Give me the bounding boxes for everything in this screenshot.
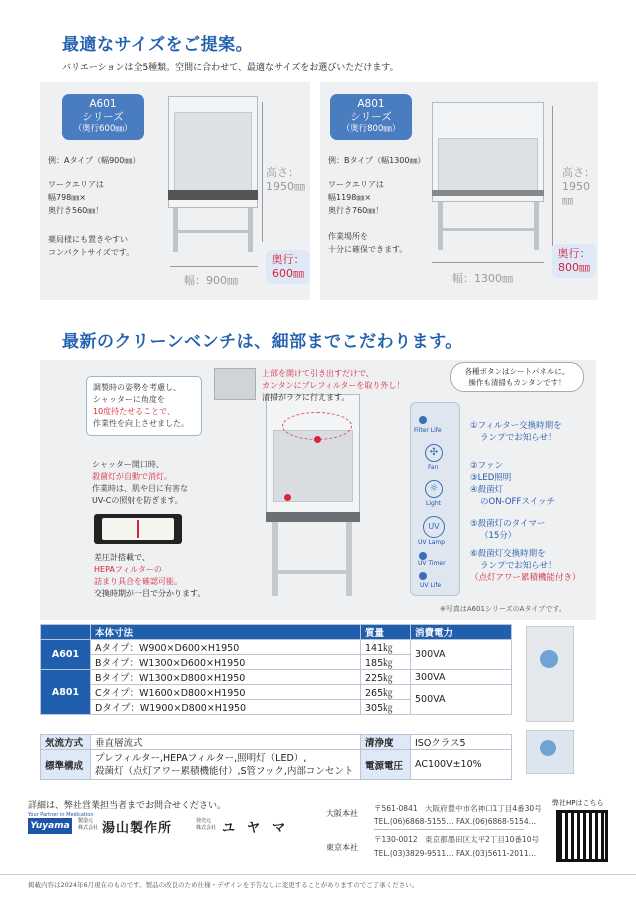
section1-intro: バリエーションは全5種類。空間に合わせて、最適なサイズをお選びいただけます。	[62, 63, 399, 73]
callout-shutter	[86, 376, 202, 436]
table-row	[41, 640, 512, 655]
filter-life-label: Filter Life	[414, 427, 442, 434]
type-cell: Dタイプ：W1900×D800×H1950	[91, 700, 361, 715]
a601-cabinet-base	[168, 190, 258, 200]
address-divider	[374, 829, 524, 830]
uv-life-lamp-icon	[419, 572, 427, 580]
callout-shutter-line1: 調製時の姿勢を考慮し、	[93, 383, 181, 392]
uv-timer-label: UV Timer	[418, 560, 446, 567]
a801-desc1: 作業場所を	[328, 232, 368, 241]
a601-series-pill	[62, 94, 144, 140]
osaka-address: 〒561-0841 大阪府豊中市名神口1丁目4番30号	[374, 804, 542, 813]
maker-label: 製造元 株式会社	[78, 818, 99, 831]
hp-label: 弊社HPはこちら	[552, 799, 604, 807]
a601-width-label: 幅：900㎜	[184, 274, 238, 287]
a801-cabinet-base	[432, 190, 544, 196]
feature-2-4	[470, 460, 555, 508]
feature-6-line3: （点灯アワー累積機能付き）	[470, 573, 581, 583]
callout-filter-top	[262, 368, 404, 404]
a601-work-depth: 奥行き560㎜！	[48, 206, 104, 215]
callout-shutter-line3: 10度持たせることで、	[93, 407, 176, 416]
a601-width-line	[170, 266, 258, 267]
section2-title: 最新のクリーンベンチは、細部までこだわります。	[62, 332, 463, 352]
table-row	[41, 670, 512, 685]
feature-4-line: ④殺菌灯	[470, 485, 504, 495]
type-cell: Cタイプ：W1600×D800×H1950	[91, 685, 361, 700]
a601-depth-value: 600㎜	[272, 267, 304, 280]
usage-photo-1-figure	[540, 650, 558, 668]
tokyo-tel: TEL.(03)3829-9511… FAX.(03)5611-2011…	[374, 849, 537, 858]
a801-panel	[320, 82, 598, 300]
power-cell: 500VA	[411, 685, 512, 715]
model-a801: A801	[41, 670, 91, 715]
a801-leg-bar	[438, 228, 538, 231]
mass-cell: 305㎏	[361, 700, 411, 715]
cleanliness-value: ISOクラス5	[411, 735, 512, 750]
type-cell: Aタイプ：W900×D600×H1950	[91, 640, 361, 655]
a601-panel	[40, 82, 310, 300]
standard-value-line2: 殺菌灯（点灯アワー累積機能付）,S管フック,内部コンセント	[95, 765, 354, 777]
cleanliness-label: 清浄度	[361, 735, 411, 750]
uv-life-label: UV Life	[420, 582, 442, 589]
a801-depth-badge	[552, 244, 596, 278]
a801-leg-left	[438, 202, 443, 250]
light-label: Light	[426, 500, 441, 507]
callout-gauge-line4: 交換時期が一目で分かります。	[94, 589, 206, 598]
uv-timer-lamp-icon	[419, 552, 427, 560]
mass-cell: 225㎏	[361, 670, 411, 685]
a601-work-area-label: ワークエリアは	[48, 180, 104, 189]
standard-value-line1: プレフィルター,HEPAフィルター,照明灯（LED）,	[95, 752, 307, 764]
feature-1-line2: ランプでお知らせ！	[480, 433, 557, 443]
airflow-label: 気流方式	[41, 735, 91, 750]
a801-height-label: 高さ：	[562, 166, 595, 179]
callout-filter-line3: 清掃がラクに行えます。	[262, 393, 350, 402]
a801-height-value: 1950㎜	[562, 180, 590, 207]
mass-cell: 141㎏	[361, 640, 411, 655]
cleanbench-window	[273, 430, 353, 502]
a601-series-word: シリーズ	[82, 111, 124, 123]
a801-series-name: A801	[357, 98, 385, 110]
a801-depth-tag: （奥行800㎜）	[341, 124, 401, 134]
voltage-value: AC100V±10%	[411, 750, 512, 780]
prefilter-photo	[214, 368, 256, 400]
a601-leg-bar	[173, 230, 253, 233]
spec-table-2	[40, 734, 512, 780]
usage-photo-1	[526, 626, 574, 722]
feature-5-line2: （15分）	[480, 531, 517, 541]
cleanbench-base	[266, 512, 360, 522]
callout-gauge-line1: 差圧計搭載で、	[94, 553, 150, 562]
feature-switch-line: のON-OFFスイッチ	[480, 497, 555, 507]
callout-uv-line4: UV-Cの照射を防ぎます。	[92, 496, 183, 505]
a601-example: 例：Aタイプ（幅900㎜）	[48, 156, 141, 165]
callout-uv-line1: シャッター開口時、	[92, 460, 164, 469]
spec-table	[40, 624, 512, 715]
feature-1-line1: ①フィルター交換時期を	[470, 421, 562, 431]
tokyo-label: 東京本社	[326, 843, 358, 852]
cleanbench-leg-left	[272, 522, 278, 596]
type-cell: Bタイプ：W1300×D600×H1950	[91, 655, 361, 670]
callout-gauge-line2: HEPAフィルターの	[94, 565, 162, 574]
pressure-gauge-needle	[137, 520, 139, 538]
table-row	[41, 685, 512, 700]
power-cell: 300VA	[411, 670, 512, 685]
model-a601: A601	[41, 640, 91, 670]
osaka-label: 大阪本社	[326, 809, 358, 818]
feature-6-line1: ⑥殺菌灯交換時期を	[470, 549, 546, 559]
footer-contact: 詳細は、弊社営業担当者までお問合せください。	[28, 801, 227, 811]
spec-header-dimension: 本体寸法	[91, 625, 361, 640]
a601-depth-label: 奥行：	[271, 253, 305, 266]
callout-panel-bubble	[450, 362, 584, 392]
mass-cell: 185㎏	[361, 655, 411, 670]
feature-6-line2: ランプでお知らせ！	[480, 561, 557, 571]
section1-title: 最適なサイズをご提案。	[62, 35, 254, 55]
callout-shutter-line2: シャッターに角度を	[93, 395, 165, 404]
a801-series-pill	[330, 94, 412, 140]
cleanbench-leg-bar	[272, 570, 352, 574]
callout-filter-line2: カンタンにプレフィルターを取り外し！	[262, 381, 405, 390]
light-button-icon[interactable]: ☼	[425, 480, 443, 498]
a801-desc2: 十分に確保できます。	[328, 245, 408, 254]
feature-5	[470, 518, 545, 542]
feature-1	[470, 420, 562, 444]
filter-marker-dot	[314, 436, 321, 443]
footer-divider	[0, 874, 636, 875]
uv-lamp-button-icon[interactable]: UV	[423, 516, 445, 538]
photo-note: ※写真はA601シリーズのAタイプです。	[440, 605, 566, 613]
tokyo-address: 〒130-0012 東京都墨田区太平2丁目10番10号	[374, 835, 539, 844]
a601-desc1: 薬局様にも置きやすい	[48, 235, 128, 244]
feature-2-line: ②ファン	[470, 461, 503, 471]
callout-shutter-line4: 作業性を向上させました。	[93, 419, 189, 428]
a801-work-area-label: ワークエリアは	[328, 180, 384, 189]
mass-cell: 265㎏	[361, 685, 411, 700]
a801-example: 例：Bタイプ（幅1300㎜）	[328, 156, 426, 165]
a801-height-line	[552, 106, 553, 246]
standard-value	[91, 750, 361, 780]
a801-depth-label: 奥行：	[557, 247, 591, 260]
callout-gauge-line3: 詰まり具合を確認可能。	[94, 577, 182, 586]
callout-gauge	[94, 552, 205, 600]
callout-filter-line1: 上部を開けて引き出すだけで、	[262, 369, 374, 378]
spec-header-power: 消費電力	[411, 625, 512, 640]
a601-work-width: 幅798㎜×	[48, 193, 86, 202]
a801-cabinet-window	[438, 138, 538, 194]
feature-3-line: ③LED照明	[470, 473, 512, 483]
a601-desc2: コンパクトサイズです。	[48, 248, 135, 257]
power-cell: 300VA	[411, 640, 512, 670]
airflow-value: 垂直層流式	[91, 735, 361, 750]
seller-label: 発売元 株式会社	[196, 818, 217, 831]
a801-width-label: 幅：1300㎜	[452, 272, 513, 285]
a601-height-value: 1950㎜	[266, 180, 305, 193]
a601-cabinet-window	[174, 112, 252, 192]
disclaimer: 掲載内容は2024年6月現在のものです。製品の改良のため仕様・デザインを予告なしに変更することがありますのでご了承ください。	[28, 881, 419, 889]
a601-depth-badge	[266, 250, 310, 284]
a601-series-name: A601	[89, 98, 117, 110]
uv-marker-dot	[284, 494, 291, 501]
cleanbench-leg-right	[346, 522, 352, 596]
callout-uv-line2: 殺菌灯が自動で消灯。	[92, 472, 172, 481]
yuyama-logo: Yuyama	[28, 818, 72, 834]
callout-panel-line2: 操作も清掃もカンタンです！	[468, 378, 566, 387]
osaka-tel: TEL.(06)6868-5155… FAX.(06)6868-5154…	[374, 817, 537, 826]
callout-uv-line3: 作業時は、肌や目に有害な	[92, 484, 188, 493]
a801-work-depth: 奥行き760㎜！	[328, 206, 384, 215]
voltage-label: 電源電圧	[361, 750, 411, 780]
footer-tagline: Your Partner in Medication	[28, 812, 94, 818]
a801-depth-value: 800㎜	[558, 261, 590, 274]
filter-life-lamp-icon	[419, 416, 427, 424]
seller-name: ユヤマ	[222, 821, 298, 836]
a801-work-width: 幅1198㎜×	[328, 193, 372, 202]
a601-depth-tag: （奥行600㎜）	[73, 124, 133, 134]
callout-panel-line1: 各種ボタンはシートパネルに。	[464, 367, 570, 376]
feature-6	[470, 548, 581, 584]
feature-5-line1: ⑤殺菌灯のタイマー	[470, 519, 546, 529]
fan-button-icon[interactable]: ✣	[425, 444, 443, 462]
callout-uv	[86, 454, 216, 512]
a801-width-line	[432, 262, 544, 263]
spec-header-mass: 質量	[361, 625, 411, 640]
spec-header-blank	[41, 625, 91, 640]
usage-photo-2-figure	[540, 740, 556, 756]
uv-lamp-label: UV Lamp	[418, 539, 446, 546]
a801-leg-right	[534, 202, 539, 250]
fan-label: Fan	[428, 464, 439, 471]
type-cell: Bタイプ：W1300×D800×H1950	[91, 670, 361, 685]
a801-series-word: シリーズ	[350, 111, 392, 123]
standard-label: 標準構成	[41, 750, 91, 780]
a601-height-label: 高さ：	[266, 166, 299, 179]
qr-code-icon[interactable]	[556, 810, 608, 862]
a601-height-line	[262, 102, 263, 242]
maker-name: 湯山製作所	[102, 821, 173, 836]
